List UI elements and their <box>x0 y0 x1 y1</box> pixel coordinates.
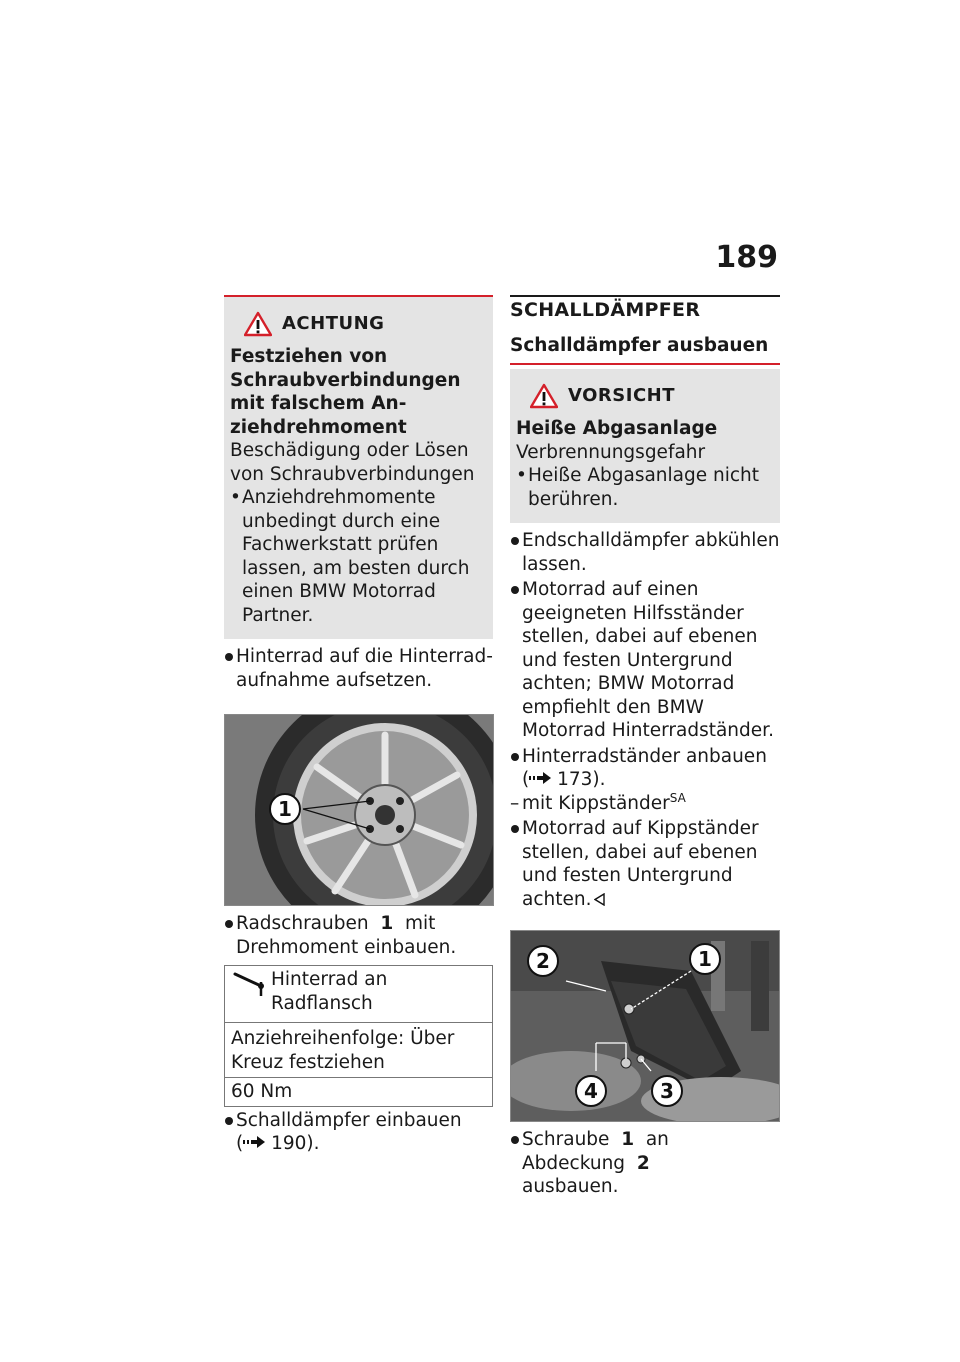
rear-wheel-illustration <box>225 715 493 905</box>
achtung-remedy <box>230 486 487 627</box>
page-reference[interactable]: 173). <box>557 769 606 790</box>
step-text <box>236 912 493 959</box>
page-reference-arrow-icon <box>243 1136 265 1148</box>
page-reference[interactable]: 190). <box>271 1133 320 1154</box>
step-hinterrad-aufsetzen <box>224 645 493 692</box>
achtung-notice <box>224 295 493 639</box>
step-text-part: Motorrad auf Kippständer stellen, dabei auf ebenen und festen Untergrund achten. <box>522 818 759 910</box>
step-text-part: Radschrauben <box>236 913 369 934</box>
vorsicht-remedy <box>516 464 774 511</box>
step-text-part: an Abdeckung <box>522 1129 669 1174</box>
callout-4: 4 <box>575 1075 607 1107</box>
achtung-title: ACHTUNG <box>282 313 385 335</box>
step-hinterradstaender-anbauen <box>510 745 780 792</box>
step-text: Motorrad auf einen geeigneten Hilfsständer stellen, dabei auf ebenen und festen Untergrund achten; BMW Motorrad empfiehlt den BMW Motorrad Hinterradständer. <box>522 579 774 741</box>
torque-table-header <box>225 966 492 1022</box>
warning-triangle-icon <box>244 311 272 337</box>
step-text-part: Schraube <box>522 1129 610 1150</box>
vorsicht-notice <box>510 369 780 523</box>
achtung-header <box>230 311 487 337</box>
step-bullet <box>510 529 522 576</box>
vorsicht-title: VORSICHT <box>568 385 675 407</box>
step-bullet <box>224 1109 236 1156</box>
step-text <box>522 817 780 911</box>
right-column <box>510 295 780 1199</box>
step-bullet <box>510 745 522 792</box>
step-text <box>522 1128 780 1199</box>
section-title: SCHALLDÄMPFER <box>510 295 780 323</box>
torque-table-header-text: Hinterrad an Radflansch <box>271 969 388 1014</box>
callout-1: 1 <box>689 943 721 975</box>
callout-3: 3 <box>651 1075 683 1107</box>
bullet-mark: • <box>230 487 241 508</box>
step-bullet <box>510 578 522 743</box>
step-text: Endschalldämpfer abkühlen lassen. <box>522 530 780 575</box>
page-number: 189 <box>715 240 778 275</box>
vorsicht-headline: Heiße Abgasanlage <box>516 418 718 439</box>
callout-2: 2 <box>527 945 559 977</box>
special-equipment-mark: SA <box>669 790 686 805</box>
step-text-part: Schalldämpfer einbauen <box>236 1109 462 1131</box>
torque-table-sequence: Anziehreihenfolge: Über Kreuz festziehen <box>225 1022 492 1077</box>
achtung-remedy-text: Anziehdrehmomente unbedingt durch eine Fachwerkstatt prüfen lassen, am besten durch einen BMW Motorrad Partner. <box>242 487 470 626</box>
condition-text <box>522 792 686 816</box>
rear-wheel-photo <box>224 714 494 906</box>
step-bullet <box>510 1128 522 1199</box>
condition-kippstaender <box>510 792 780 816</box>
part-number: 1 <box>380 913 394 934</box>
step-schalldaempfer-einbauen <box>224 1109 493 1156</box>
step-hilfsstaender <box>510 578 780 743</box>
achtung-consequence: Beschädigung oder Lösen von Schraubverbindungen <box>230 440 475 485</box>
step-bullet <box>224 912 236 959</box>
step-text: Schalldämpfer einbauen ( 190). <box>236 1109 462 1154</box>
step-text: Hinterrad auf die Hinterradaufnahme aufsetzen. <box>236 646 493 691</box>
step-text-part: mit Drehmoment einbauen. <box>236 913 457 958</box>
step-bullet <box>224 645 236 692</box>
vorsicht-remedy-text: Heiße Abgasanlage nicht berühren. <box>528 465 760 510</box>
step-radschrauben <box>224 912 493 959</box>
vorsicht-header <box>516 383 774 409</box>
warning-triangle-icon <box>530 383 558 409</box>
step-schraube-ausbauen <box>510 1128 780 1199</box>
step-kippstaender <box>510 817 780 911</box>
torque-table <box>224 965 493 1107</box>
condition-dash: – <box>510 792 520 814</box>
muffler-photo <box>510 930 780 1122</box>
step-bullet <box>510 817 522 911</box>
callout-1: 1 <box>269 793 301 825</box>
torque-wrench-icon <box>231 968 271 998</box>
step-abkuehlen <box>510 529 780 576</box>
step-text-part: ausbauen. <box>522 1176 619 1197</box>
subsection-title: Schalldämpfer ausbauen <box>510 334 780 366</box>
achtung-headline: Festziehen von Schraubverbindungen mit falschem Anziehdrehmoment <box>230 346 461 438</box>
torque-table-value: 60 Nm <box>225 1077 492 1106</box>
end-of-section-triangle-icon <box>594 893 605 906</box>
part-number: 1 <box>621 1129 635 1150</box>
vorsicht-consequence: Verbrennungsgefahr <box>516 441 706 463</box>
condition-label: mit Kippständer <box>522 792 670 814</box>
step-text-part: Hinterradständer anbauen <box>522 745 767 767</box>
bullet-mark: • <box>516 465 527 486</box>
left-column <box>224 295 493 1156</box>
page-reference-arrow-icon <box>529 772 551 784</box>
part-number: 2 <box>636 1152 650 1174</box>
step-text: Hinterradständer anbauen ( 173). <box>522 745 767 790</box>
